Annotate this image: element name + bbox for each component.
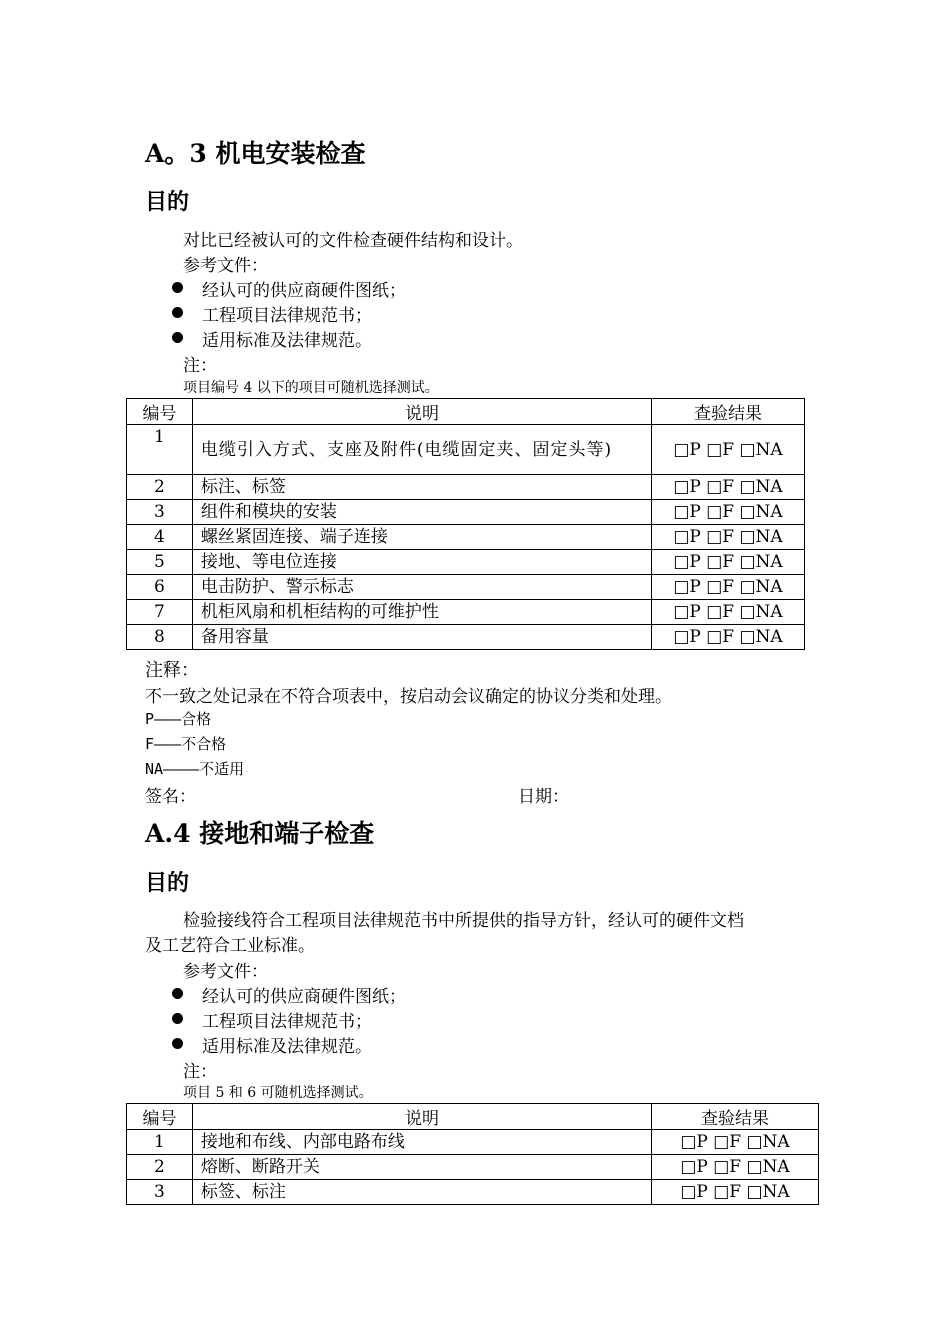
bullet-icon [172, 988, 183, 999]
ref-title: 参考文件： [183, 256, 268, 276]
row-no: 5 [127, 550, 193, 575]
row-no: 6 [127, 575, 193, 600]
row-desc: 备用容量 [192, 625, 651, 650]
row-no: 7 [127, 600, 193, 625]
row-result[interactable]: □P □F □NA [652, 1155, 819, 1180]
row-no: 1 [127, 1130, 193, 1155]
note-title: 注： [183, 1062, 217, 1082]
table-row [127, 550, 805, 575]
header-desc: 说明 [192, 399, 651, 425]
purpose-title: 目的 [145, 189, 190, 215]
bullet-icon [172, 1013, 183, 1024]
remark-text: 不一致之处记录在不符合项表中，按启动会议确定的协议分类和处理。 [145, 687, 672, 707]
table-row [127, 425, 805, 475]
section-heading-a4: A.4 接地和端子检查 [145, 819, 375, 848]
table-row [127, 600, 805, 625]
inspection-table-a3 [126, 398, 805, 650]
table-row [127, 475, 805, 500]
header-no: 编号 [127, 399, 193, 425]
table-row [127, 500, 805, 525]
row-desc: 电缆引入方式、支座及附件(电缆固定夹、固定头等) [192, 425, 651, 475]
remark-title: 注释： [145, 660, 199, 681]
date-label: 日期： [518, 787, 569, 807]
row-no: 3 [127, 500, 193, 525]
bullet-icon [172, 1038, 183, 1049]
row-result[interactable]: □P □F □NA [652, 625, 805, 650]
header-result: 查验结果 [652, 1104, 819, 1130]
note-text: 项目编号 4 以下的项目可随机选择测试。 [183, 380, 439, 396]
sign-label: 签名： [145, 787, 196, 807]
table-row [127, 1155, 819, 1180]
row-result[interactable]: □P □F □NA [652, 525, 805, 550]
note-title: 注： [183, 356, 217, 376]
table-row [127, 1130, 819, 1155]
table-header-row [127, 399, 805, 425]
bullet-icon [172, 282, 183, 293]
header-no: 编号 [127, 1104, 193, 1130]
bullet-icon [172, 332, 183, 343]
row-result[interactable]: □P □F □NA [652, 475, 805, 500]
table-row [127, 575, 805, 600]
row-result[interactable]: □P □F □NA [652, 1180, 819, 1205]
purpose-title: 目的 [145, 870, 190, 896]
purpose-text: 对比已经被认可的文件检查硬件结构和设计。 [183, 231, 523, 251]
row-desc: 组件和模块的安装 [192, 500, 651, 525]
row-desc: 接地和布线、内部电路布线 [192, 1130, 651, 1155]
row-no: 3 [127, 1180, 193, 1205]
row-no: 8 [127, 625, 193, 650]
inspection-table-a4 [126, 1103, 819, 1205]
purpose-text-line1: 检验接线符合工程项目法律规范书中所提供的指导方针，经认可的硬件文档 [183, 911, 744, 931]
header-desc: 说明 [192, 1104, 651, 1130]
bullet-icon [172, 307, 183, 318]
row-result[interactable]: □P □F □NA [652, 1130, 819, 1155]
table-header-row [127, 1104, 819, 1130]
ref-item: 经认可的供应商硬件图纸； [172, 982, 406, 1007]
table-row [127, 525, 805, 550]
ref-item: 适用标准及法律规范。 [172, 326, 372, 351]
row-result[interactable]: □P □F □NA [652, 600, 805, 625]
table-row [127, 1180, 819, 1205]
row-desc: 电击防护、警示标志 [192, 575, 651, 600]
legend-pass: P———合格 [145, 710, 212, 728]
note-text: 项目 5 和 6 可随机选择测试。 [183, 1085, 373, 1101]
row-desc: 标注、标签 [192, 475, 651, 500]
ref-item: 适用标准及法律规范。 [172, 1032, 372, 1057]
table-row [127, 625, 805, 650]
row-no: 1 [127, 425, 193, 475]
row-desc: 接地、等电位连接 [192, 550, 651, 575]
section-heading-a3: A。3 机电安装检查 [145, 139, 366, 168]
row-result[interactable]: □P □F □NA [652, 550, 805, 575]
row-desc: 标签、标注 [192, 1180, 651, 1205]
row-desc: 螺丝紧固连接、端子连接 [192, 525, 651, 550]
ref-item: 工程项目法律规范书； [172, 1007, 372, 1032]
legend-na: NA————不适用 [145, 760, 245, 778]
legend-fail: F———不合格 [145, 735, 227, 753]
header-result: 查验结果 [652, 399, 805, 425]
purpose-text-line2: 及工艺符合工业标准。 [145, 936, 315, 956]
row-desc: 熔断、断路开关 [192, 1155, 651, 1180]
row-desc: 机柜风扇和机柜结构的可维护性 [192, 600, 651, 625]
row-result[interactable]: □P □F □NA [652, 500, 805, 525]
row-no: 2 [127, 475, 193, 500]
row-result[interactable]: □P □F □NA [652, 575, 805, 600]
ref-item: 经认可的供应商硬件图纸； [172, 276, 406, 301]
row-no: 2 [127, 1155, 193, 1180]
ref-item: 工程项目法律规范书； [172, 301, 372, 326]
row-no: 4 [127, 525, 193, 550]
ref-title: 参考文件： [183, 962, 268, 982]
row-result[interactable]: □P □F □NA [652, 425, 805, 475]
